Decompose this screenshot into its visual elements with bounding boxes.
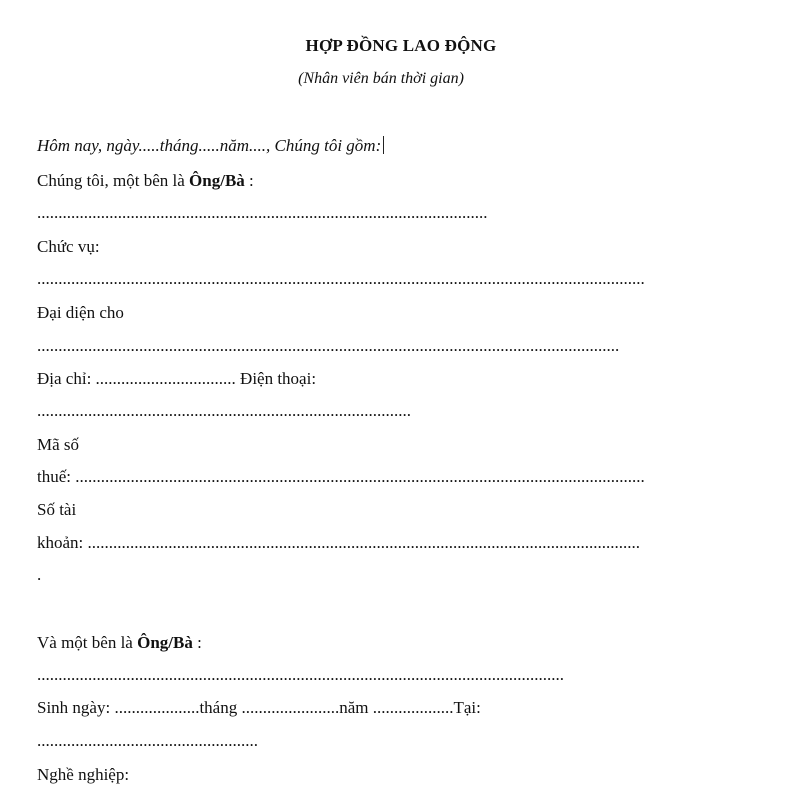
- account-line[interactable]: khoản: ..................................................................................................................................: [37, 533, 641, 552]
- party-b-title: Ông/Bà: [137, 633, 193, 652]
- position-blank[interactable]: ...............................................................................................................................................: [37, 269, 645, 288]
- party-b-prefix: Và một bên là: [37, 633, 138, 652]
- party-b-heading: [37, 632, 202, 654]
- party-a-heading: [37, 170, 254, 192]
- text-cursor: [383, 136, 384, 154]
- intro-text: Hôm nay, ngày.....tháng.....năm...., Chúng tôi gồm:: [37, 136, 382, 155]
- address-blank[interactable]: ........................................................................................: [37, 401, 411, 420]
- intro-line: [37, 135, 384, 157]
- party-a-title: Ông/Bà: [189, 171, 245, 190]
- document-subtitle: (Nhân viên bán thời gian): [298, 70, 464, 87]
- tax-line[interactable]: thuế: ......................................................................................................................................: [37, 467, 645, 486]
- party-a-name-blank[interactable]: ..........................................................................................................: [37, 203, 488, 222]
- address-phone-line[interactable]: Địa chỉ: ................................. Điện thoại:: [37, 369, 317, 388]
- dob-line[interactable]: Sinh ngày: ....................tháng .......................năm ...................Tại:: [37, 698, 481, 717]
- party-a-prefix: Chúng tôi, một bên là: [37, 171, 190, 190]
- account-label: Số tài: [37, 500, 77, 519]
- represent-label: Đại diện cho: [37, 303, 124, 322]
- document-title: HỢP ĐỒNG LAO ĐỘNG: [305, 36, 497, 55]
- dob-blank[interactable]: ....................................................: [37, 731, 258, 750]
- position-label: Chức vụ:: [37, 237, 100, 256]
- tax-label: Mã số: [37, 435, 80, 454]
- party-b-suffix: :: [192, 633, 202, 652]
- job-label: Nghề nghiệp:: [37, 765, 130, 784]
- party-b-name-blank[interactable]: ............................................................................................................................: [37, 665, 564, 684]
- account-end: .: [37, 565, 42, 584]
- represent-blank[interactable]: .........................................................................................................................................: [37, 336, 620, 355]
- party-a-suffix: :: [244, 171, 254, 190]
